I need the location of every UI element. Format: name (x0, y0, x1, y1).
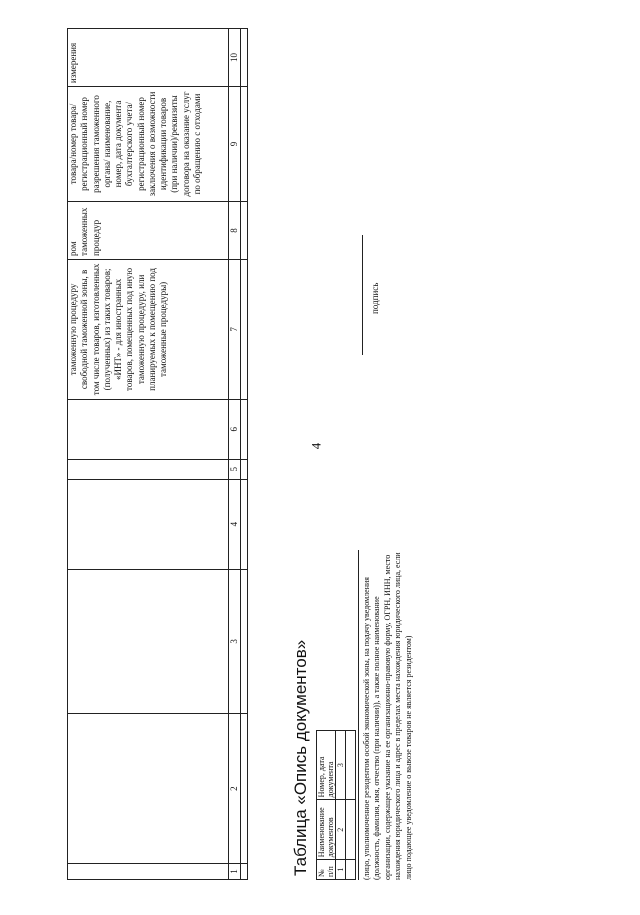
goods-table (67, 28, 248, 880)
empty-cell (241, 87, 248, 202)
empty-cell (346, 860, 356, 880)
table-row (241, 29, 248, 880)
signatory-caption: (лицо, уполномоченное резидентом особой экономической зоны, на подачу уведомления (должность, фамилия, имя, отчество (при наличии)), а также полное наименование организации, содержащее указание на ее организационно-правовую форму, ОГРН, ИНН, место нахождения юридического лица и адрес в пределах места нахождения юридического лица, если лицо подающее уведомление о вывозе товаров не является резидентом) (362, 552, 413, 880)
col-number: 1 (229, 864, 241, 880)
docs-table-title: Таблица «Опись документов» (291, 639, 310, 876)
col-number: 3 (336, 731, 346, 800)
caption-underline (358, 550, 359, 880)
col-number: 3 (229, 569, 241, 714)
header-cell: Наименование документов (317, 800, 336, 860)
empty-cell (241, 29, 248, 87)
empty-cell (241, 399, 248, 459)
col-number: 8 (229, 201, 241, 259)
cell-6 (68, 399, 229, 459)
cell-10-text: измерения (68, 29, 229, 87)
empty-cell (241, 864, 248, 880)
empty-cell (241, 479, 248, 569)
column-number-row (229, 29, 241, 880)
empty-cell (241, 201, 248, 259)
docs-table (316, 730, 356, 880)
empty-cell (346, 731, 356, 800)
col-number: 2 (336, 800, 346, 860)
empty-cell (241, 259, 248, 399)
col-number: 4 (229, 479, 241, 569)
cell-4 (68, 479, 229, 569)
col-number: 1 (336, 860, 346, 880)
empty-cell (241, 569, 248, 714)
col-number: 9 (229, 87, 241, 202)
cell-9-text: товара/номер товара/ регистрационный номер разрешения таможенного органа/ наименование, номер, дата документа бухгалтерского учета/ регистрационный номер заключения о возможности идентификации товаров (при наличии)/реквизиты договора на оказание услуг по обращению с отходами (68, 87, 229, 202)
table-row (346, 731, 356, 880)
empty-cell (241, 714, 248, 864)
cell-8-text: ром таможенных процедур (68, 201, 229, 259)
cell-2 (68, 714, 229, 864)
cell-3 (68, 569, 229, 714)
signature-label: подпись (370, 282, 380, 314)
cell-5 (68, 459, 229, 479)
col-number: 10 (229, 29, 241, 87)
signature-line (362, 235, 363, 355)
header-cell: № п/п (317, 860, 336, 880)
table-row (336, 731, 346, 880)
empty-cell (241, 459, 248, 479)
col-number: 6 (229, 399, 241, 459)
empty-cell (346, 800, 356, 860)
cell-7-text: таможенную процедуру свободной таможенной зоны, в том числе товаров, изготовленных (полученных) из таких товаров; «ИНТ» - для иностранных товаров, помещенных под иную таможенную процедуру, или планируемых к помещению под таможенные процедуры) (68, 259, 229, 399)
col-number: 7 (229, 259, 241, 399)
cell-1 (68, 864, 229, 880)
rotated-page (20, 20, 620, 880)
page-number: 4 (308, 442, 324, 450)
table-header-row (317, 731, 336, 880)
col-number: 2 (229, 714, 241, 864)
table-row (68, 29, 229, 880)
col-number: 5 (229, 459, 241, 479)
header-cell: Номер, дата документа (317, 731, 336, 800)
